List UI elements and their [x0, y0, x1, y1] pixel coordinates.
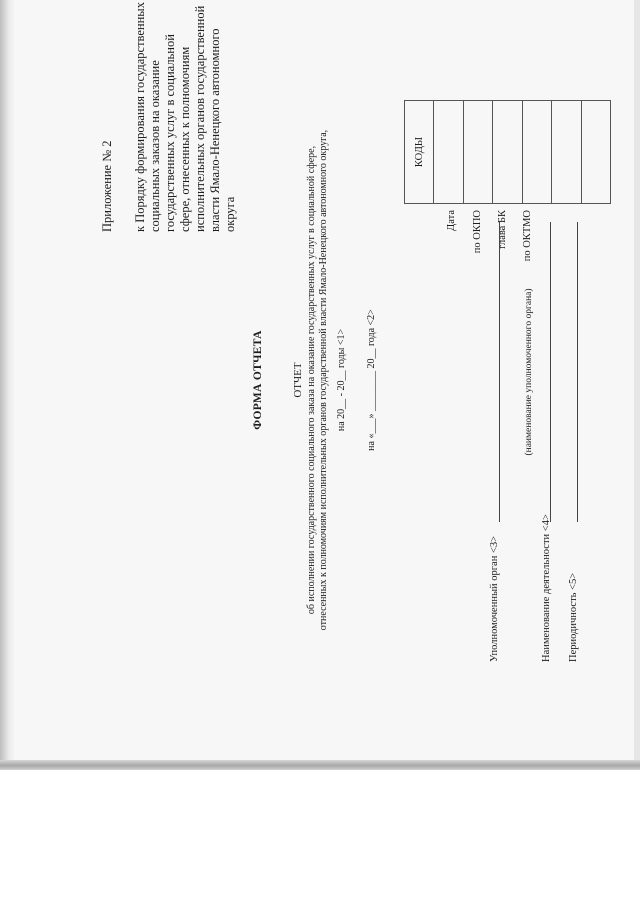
report-subtitle-line2: отнесенных к полномочиям исполнительных органов государственной власти Ямало-Ненецкого автономного округа, [318, 129, 329, 631]
code-cell-date[interactable] [434, 101, 463, 204]
authority-label: Уполномоченный орган <3> [489, 535, 500, 662]
rotated-content [14, 0, 634, 760]
document-page [14, 0, 634, 760]
code-label-okpo: по ОКПО [472, 210, 483, 254]
code-cell-extra-2[interactable] [581, 101, 610, 204]
codes-table [404, 100, 611, 204]
appendix-text: к Порядку формирования государственных социальных заказов на оказание государственных услуг в социальной сфере, отнесенных к полномочиям исполнительных органов государственной власти Ямало-Ненецкого автономного округа [133, 2, 237, 232]
code-label-budget-chapter: глава БК [497, 210, 508, 249]
scan-edge [634, 0, 640, 770]
activity-underline [550, 222, 551, 522]
codes-header: КОДЫ [405, 101, 434, 204]
report-date: на «___» ________ 20__ года <2> [366, 309, 377, 451]
code-label-date: Дата [446, 210, 457, 231]
code-cell-extra-1[interactable] [552, 101, 581, 204]
report-title: ОТЧЕТ [292, 362, 304, 398]
code-cell-oktmo[interactable] [522, 101, 551, 204]
report-period: на 20__ - 20__ годы <1> [336, 328, 347, 432]
periodicity-underline [577, 222, 578, 522]
report-subtitle-line1: об исполнении государственного социального заказа на оказание государственных услуг в социальной сфере, [306, 145, 317, 615]
appendix-number: Приложение № 2 [100, 140, 114, 232]
periodicity-label: Периодичность <5> [568, 572, 579, 662]
appendix-block [100, 2, 238, 232]
form-title: ФОРМА ОТЧЕТА [252, 330, 264, 430]
scan-shadow [0, 0, 14, 768]
scan-bottom-edge [0, 760, 640, 770]
code-label-oktmo: по ОКТМО [522, 210, 533, 262]
authority-caption: (наименование уполномоченного органа) [524, 288, 534, 456]
code-cell-okpo[interactable] [463, 101, 492, 204]
activity-label: Наименование деятельности <4> [541, 514, 552, 662]
code-cell-budget-chapter[interactable] [493, 101, 522, 204]
